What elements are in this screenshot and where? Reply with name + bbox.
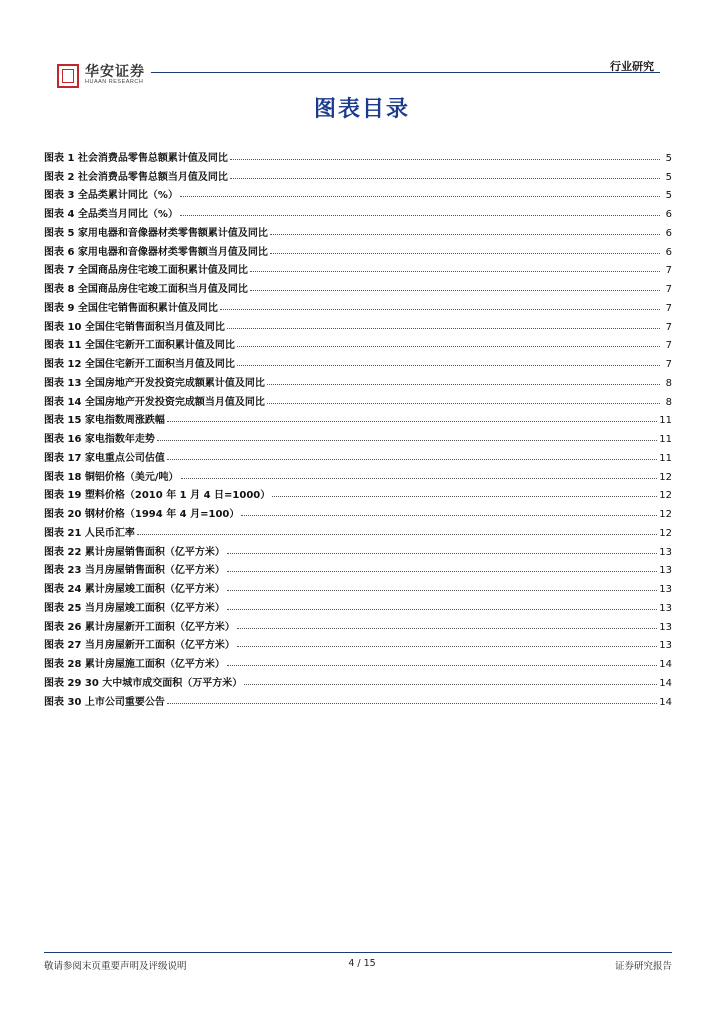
toc-entry[interactable] <box>44 183 672 202</box>
toc-entry-page: 13 <box>659 602 672 614</box>
toc-entry-label: 图表 29 30 大中城市成交面积（万平方米） <box>44 677 243 689</box>
toc-entry-page: 7 <box>665 321 672 333</box>
toc-leader-dots <box>137 534 657 535</box>
toc-entry-page: 7 <box>665 284 672 295</box>
toc-entry-page: 6 <box>665 209 672 220</box>
toc-leader-dots <box>267 384 660 385</box>
toc-entry[interactable] <box>44 464 672 483</box>
toc-leader-dots <box>227 328 660 329</box>
toc-leader-dots <box>227 553 657 554</box>
toc-entry-page: 13 <box>659 565 672 577</box>
toc-entry-label: 图表 27 当月房屋新开工面积（亿平方米） <box>44 640 235 652</box>
toc-entry-label: 图表 13 全国房地产开发投资完成额累计值及同比 <box>44 377 265 389</box>
toc-leader-dots <box>272 496 657 497</box>
toc-leader-dots <box>181 478 658 479</box>
toc-entry-label: 图表 2 社会消费品零售总额当月值及同比 <box>44 171 228 183</box>
toc-entry-page: 7 <box>665 340 672 352</box>
toc-leader-dots <box>250 290 660 291</box>
toc-leader-dots <box>270 234 660 235</box>
toc-entry[interactable] <box>44 351 672 370</box>
toc-entry[interactable] <box>44 201 672 220</box>
logo-text-en: HUAAN RESEARCH <box>85 79 144 85</box>
toc-entry-page: 5 <box>665 190 672 202</box>
toc-leader-dots <box>167 459 657 460</box>
toc-leader-dots <box>227 609 657 610</box>
toc-entry[interactable] <box>44 595 672 614</box>
toc-entry-page: 14 <box>659 677 672 689</box>
toc-entry-page: 12 <box>659 527 672 539</box>
toc-entry[interactable] <box>44 164 672 183</box>
toc-entry[interactable] <box>44 258 672 277</box>
toc-entry-page: 7 <box>665 302 672 314</box>
page-number: 4 / 15 <box>348 958 376 969</box>
toc-entry[interactable] <box>44 239 672 258</box>
toc-leader-dots <box>157 440 657 441</box>
toc-entry-page: 5 <box>665 152 672 164</box>
toc-entry-page: 5 <box>665 171 672 183</box>
toc-leader-dots <box>180 196 660 197</box>
toc-entry-page: 11 <box>659 415 672 427</box>
toc-entry[interactable] <box>44 445 672 464</box>
toc-entry-label: 图表 19 塑料价格（2010 年 1 月 4 日=1000） <box>44 490 271 502</box>
toc-entry-label: 图表 30 上市公司重要公告 <box>44 696 165 708</box>
toc-entry-page: 7 <box>665 265 672 277</box>
toc-entry-label: 图表 22 累计房屋销售面积（亿平方米） <box>44 546 225 558</box>
toc-entry-label: 图表 23 当月房屋销售面积（亿平方米） <box>44 565 225 577</box>
company-logo-icon <box>57 64 79 88</box>
toc-entry[interactable] <box>44 501 672 520</box>
toc-entry-label: 图表 15 家电指数周涨跌幅 <box>44 415 165 427</box>
toc-leader-dots <box>241 515 657 516</box>
toc-entry-label: 图表 8 全国商品房住宅竣工面积当月值及同比 <box>44 284 248 295</box>
toc-leader-dots <box>237 646 657 647</box>
toc-entry[interactable] <box>44 558 672 577</box>
toc-entry-page: 7 <box>665 359 672 370</box>
toc-entry-page: 11 <box>659 434 672 445</box>
toc-entry-label: 图表 3 全品类累计同比（%） <box>44 190 178 202</box>
footer-disclaimer: 敬请参阅末页重要声明及评级说明 <box>44 961 187 972</box>
toc-entry-page: 14 <box>659 696 672 708</box>
toc-entry-label: 图表 1 社会消费品零售总额累计值及同比 <box>44 152 228 164</box>
toc-entry-label: 图表 14 全国房地产开发投资完成额当月值及同比 <box>44 396 265 408</box>
toc-leader-dots <box>237 346 660 347</box>
toc-leader-dots <box>220 309 660 310</box>
toc-entry-label: 图表 20 钢材价格（1994 年 4 月=100） <box>44 509 240 520</box>
page-title: 图表目录 <box>313 97 410 122</box>
toc-entry[interactable] <box>44 276 672 295</box>
toc-entry-label: 图表 21 人民币汇率 <box>44 527 135 539</box>
toc-entry[interactable] <box>44 220 672 239</box>
toc-leader-dots <box>267 403 660 404</box>
toc-entry-label: 图表 7 全国商品房住宅竣工面积累计值及同比 <box>44 265 248 277</box>
toc-entry-label: 图表 6 家用电器和音像器材类零售额当月值及同比 <box>44 246 268 258</box>
toc-entry[interactable] <box>44 408 672 427</box>
toc-leader-dots <box>230 178 660 179</box>
footer-divider <box>44 952 672 953</box>
toc-leader-dots <box>227 590 657 591</box>
toc-entry-page: 14 <box>659 659 672 670</box>
toc-entry-label: 图表 9 全国住宅销售面积累计值及同比 <box>44 302 218 314</box>
toc-entry-page: 13 <box>659 584 672 595</box>
toc-entry-label: 图表 25 当月房屋竣工面积（亿平方米） <box>44 602 225 614</box>
toc-entry[interactable] <box>44 333 672 352</box>
toc-leader-dots <box>230 159 660 160</box>
toc-entry-page: 11 <box>659 452 672 464</box>
footer-doc-type: 证券研究报告 <box>614 961 672 972</box>
header-divider <box>151 72 660 73</box>
toc-entry-label: 图表 5 家用电器和音像器材类零售额累计值及同比 <box>44 227 268 239</box>
toc-entry[interactable] <box>44 576 672 595</box>
toc-entry-page: 8 <box>665 396 672 408</box>
toc-entry-page: 6 <box>665 227 672 239</box>
toc-entry-label: 图表 11 全国住宅新开工面积累计值及同比 <box>44 340 235 352</box>
toc-entry-page: 13 <box>659 546 672 558</box>
toc-entry-label: 图表 28 累计房屋施工面积（亿平方米） <box>44 659 225 670</box>
toc-leader-dots <box>227 665 657 666</box>
toc-leader-dots <box>167 703 657 704</box>
toc-entry[interactable] <box>44 370 672 389</box>
toc-entry[interactable] <box>44 295 672 314</box>
toc-entry-page: 6 <box>665 246 672 258</box>
toc-entry[interactable] <box>44 689 672 708</box>
toc-entry[interactable] <box>44 145 672 164</box>
toc-entry-label: 图表 10 全国住宅销售面积当月值及同比 <box>44 321 225 333</box>
toc-leader-dots <box>250 271 660 272</box>
toc-entry-label: 图表 12 全国住宅新开工面积当月值及同比 <box>44 359 235 370</box>
toc-entry[interactable] <box>44 520 672 539</box>
toc-entry-label: 图表 4 全品类当月同比（%） <box>44 209 178 220</box>
toc-entry[interactable] <box>44 483 672 502</box>
toc-leader-dots <box>270 253 660 254</box>
toc-entry[interactable] <box>44 633 672 652</box>
toc-entry[interactable] <box>44 539 672 558</box>
toc-leader-dots <box>167 421 657 422</box>
toc-entry-page: 13 <box>659 640 672 652</box>
report-category: 行业研究 <box>610 60 654 73</box>
toc-entry-page: 12 <box>659 490 672 502</box>
toc-leader-dots <box>180 215 660 216</box>
toc-entry[interactable] <box>44 389 672 408</box>
page-header <box>55 58 660 90</box>
toc-entry[interactable] <box>44 651 672 670</box>
toc-entry[interactable] <box>44 614 672 633</box>
logo-text-cn: 华安证券 <box>85 64 145 80</box>
toc-entry[interactable] <box>44 426 672 445</box>
table-of-figures <box>44 145 672 708</box>
toc-leader-dots <box>244 684 657 685</box>
toc-entry[interactable] <box>44 670 672 689</box>
toc-leader-dots <box>237 365 660 366</box>
toc-entry-page: 12 <box>659 471 672 483</box>
toc-entry-label: 图表 17 家电重点公司估值 <box>44 452 165 464</box>
toc-entry-page: 13 <box>659 621 672 633</box>
toc-leader-dots <box>227 571 657 572</box>
toc-entry-page: 12 <box>659 509 672 520</box>
toc-leader-dots <box>237 628 657 629</box>
toc-entry-label: 图表 18 铜铝价格（美元/吨） <box>44 471 179 483</box>
toc-entry-label: 图表 16 家电指数年走势 <box>44 434 155 445</box>
toc-entry-page: 8 <box>665 377 672 389</box>
toc-entry-label: 图表 24 累计房屋竣工面积（亿平方米） <box>44 584 225 595</box>
toc-entry[interactable] <box>44 314 672 333</box>
toc-entry-label: 图表 26 累计房屋新开工面积（亿平方米） <box>44 621 235 633</box>
